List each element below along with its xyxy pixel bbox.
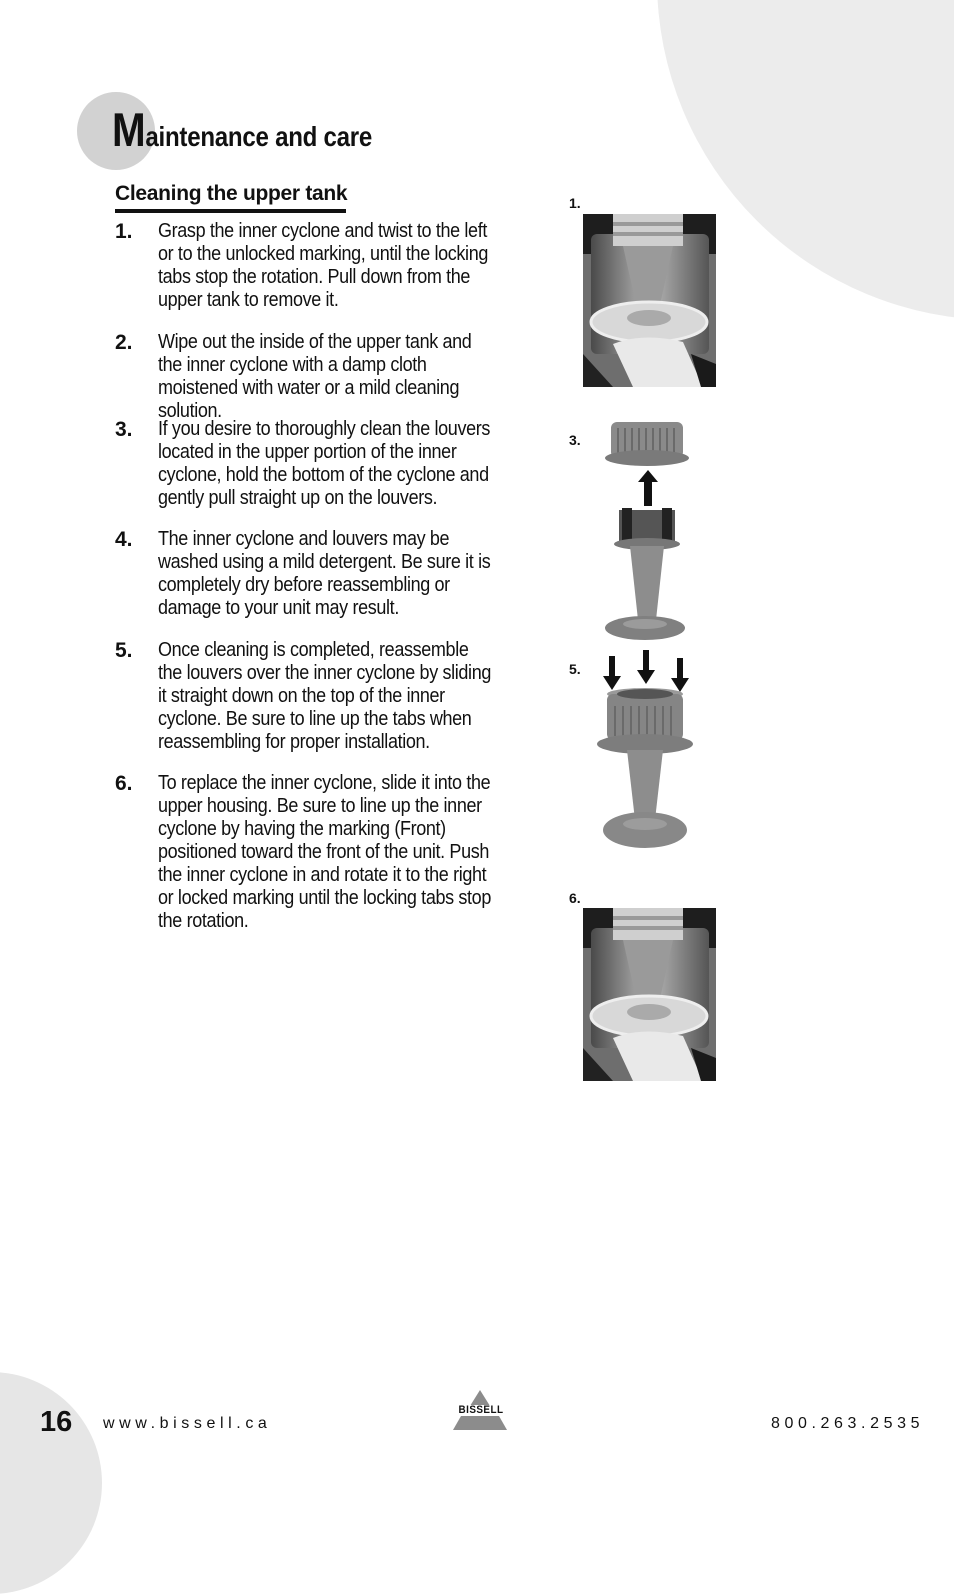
- figure-5-label: 5.: [569, 661, 581, 677]
- louvers-separated-icon: [604, 420, 690, 642]
- louvers-reassembled-icon: [597, 650, 697, 850]
- photo-tank-cyclone-icon: [583, 908, 716, 1081]
- section-heading: Cleaning the upper tank: [115, 180, 346, 213]
- step-5-text: Once cleaning is completed, reassemble the louvers over the inner cyclone by sliding it straight down on the top of the inner cyclone. Be sure to line up the tabs when reassembling for proper installation.: [158, 639, 491, 753]
- photo-tank-cyclone-icon: [583, 214, 716, 387]
- step-3-number: 3.: [115, 418, 133, 441]
- step-3-text: If you desire to thoroughly clean the louvers located in the upper portion of the inner cyclone, hold the bottom of the cyclone and gently pull straight up on the louvers.: [158, 418, 491, 509]
- step-1-text: Grasp the inner cyclone and twist to the left or to the unlocked marking, until the locking tabs stop the rotation. Pull down from the upper tank to remove it.: [158, 220, 489, 311]
- step-6-number: 6.: [115, 772, 133, 795]
- page-title-initial: M: [112, 103, 146, 156]
- page-title: [112, 104, 372, 163]
- step-4-number: 4.: [115, 528, 133, 551]
- step-5-number: 5.: [115, 639, 133, 662]
- bissell-logo: [447, 1388, 513, 1432]
- figure-3-label: 3.: [569, 432, 581, 448]
- step-6-text: To replace the inner cyclone, slide it into the upper housing. Be sure to line up the inner cyclone by having the marking (Front) positioned toward the front of the unit. Push the inner cyclone in and rotate it to the right or locked marking until the locking tabs stop the rotation.: [158, 772, 491, 932]
- step-1-number: 1.: [115, 220, 133, 243]
- step-2-text: Wipe out the inside of the upper tank and the inner cyclone with a damp cloth moistened with water or a mild cleaning solution.: [158, 331, 472, 422]
- figure-1-label: 1.: [569, 195, 581, 211]
- bissell-logo-text: BISSELL: [458, 1404, 504, 1416]
- figure-6-label: 6.: [569, 890, 581, 906]
- page-number: 16: [40, 1406, 73, 1438]
- step-4-text: The inner cyclone and louvers may be washed using a mild detergent. Be sure it is completely dry before reassembling or damage to your unit may result.: [158, 528, 491, 619]
- page-title-rest: aintenance and care: [145, 121, 373, 152]
- step-2-number: 2.: [115, 331, 133, 354]
- website-text: www.bissell.ca: [103, 1415, 272, 1432]
- phone-number: 800.263.2535: [771, 1415, 925, 1432]
